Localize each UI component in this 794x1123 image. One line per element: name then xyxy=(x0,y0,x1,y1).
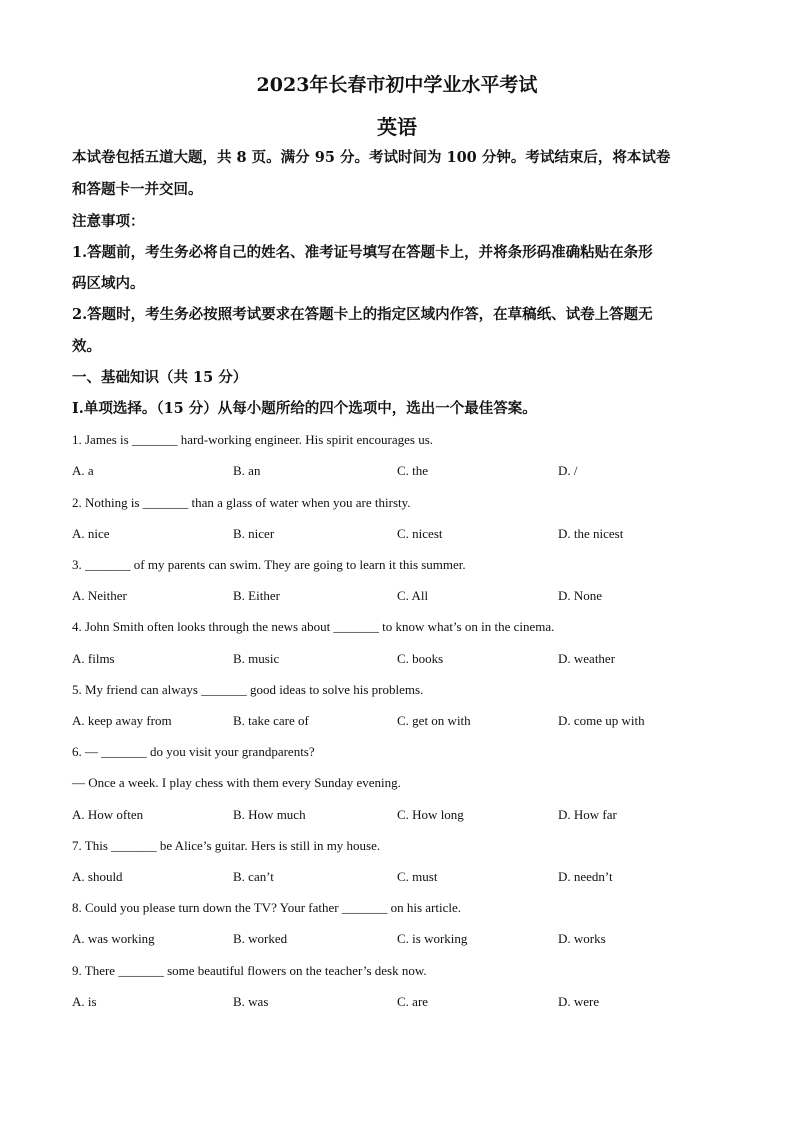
question-options xyxy=(72,868,722,886)
part-1-title: 一、基础知识（共 15 分） xyxy=(72,369,248,386)
question-stem: 7. This _______ be Alice’s guitar. Hers is still in my house. xyxy=(72,838,381,853)
exam-title: 2023年长春市初中学业水平考试 xyxy=(256,74,538,96)
question-stem: 2. Nothing is _______ than a glass of water when you are thirsty. xyxy=(72,495,411,510)
option-a[interactable]: A. nice xyxy=(72,526,110,541)
option-c[interactable]: C. All xyxy=(397,588,429,603)
option-c[interactable]: C. nicest xyxy=(397,526,443,541)
option-b[interactable]: B. How much xyxy=(233,807,306,822)
question-stem: 6. — _______ do you visit your grandparents? xyxy=(72,744,315,759)
question-options xyxy=(72,650,722,668)
option-d[interactable]: D. come up with xyxy=(558,713,645,728)
question-stem: 3. _______ of my parents can swim. They are going to learn it this summer. xyxy=(72,557,466,572)
question-options xyxy=(72,587,722,605)
notice-1-line-1: 1.答题前，考生务必将自己的姓名、准考证号填写在答题卡上，并将条形码准确粘贴在条形 xyxy=(72,244,653,261)
question-response: — Once a week. I play chess with them every Sunday evening. xyxy=(72,775,401,790)
option-a[interactable]: A. a xyxy=(72,463,94,478)
option-d[interactable]: D. None xyxy=(558,588,603,603)
exam-subject: 英语 xyxy=(377,115,417,139)
option-b[interactable]: B. Either xyxy=(233,588,280,603)
option-a[interactable]: A. is xyxy=(72,994,97,1009)
notice-2-line-2: 效。 xyxy=(72,338,101,355)
option-c[interactable]: C. get on with xyxy=(397,713,471,728)
option-b[interactable]: B. worked xyxy=(233,931,288,946)
option-a[interactable]: A. keep away from xyxy=(72,713,172,728)
option-b[interactable]: B. take care of xyxy=(233,713,309,728)
option-b[interactable]: B. music xyxy=(233,651,280,666)
question-stem: 9. There _______ some beautiful flowers on the teacher’s desk now. xyxy=(72,963,427,978)
option-a[interactable]: A. films xyxy=(72,651,115,666)
option-c[interactable]: C. books xyxy=(397,651,444,666)
option-d[interactable]: D. the nicest xyxy=(558,526,624,541)
option-d[interactable]: D. needn’t xyxy=(558,869,613,884)
notice-1-line-2: 码区域内。 xyxy=(72,275,145,292)
option-a[interactable]: A. should xyxy=(72,869,123,884)
question-stem: 4. John Smith often looks through the news about _______ to know what’s on in the cinema. xyxy=(72,619,555,634)
option-c[interactable]: C. is working xyxy=(397,931,468,946)
option-a[interactable]: A. How often xyxy=(72,807,144,822)
question-options xyxy=(72,930,722,948)
option-d[interactable]: D. were xyxy=(558,994,600,1009)
option-d[interactable]: D. weather xyxy=(558,651,616,666)
notice-2-line-1: 2.答题时，考生务必按照考试要求在答题卡上的指定区域内作答，在草稿纸、试卷上答题无 xyxy=(72,306,653,323)
intro-line-1: 本试卷包括五道大题，共 8 页。满分 95 分。考试时间为 100 分钟。考试结束后，将本试卷 xyxy=(72,149,671,166)
question-stem: 1. James is _______ hard-working engineer. His spirit encourages us. xyxy=(72,432,434,447)
question-options xyxy=(72,462,722,480)
question-options xyxy=(72,806,722,824)
question-options xyxy=(72,993,722,1011)
option-b[interactable]: B. nicer xyxy=(233,526,275,541)
option-d[interactable]: D. works xyxy=(558,931,606,946)
option-c[interactable]: C. must xyxy=(397,869,438,884)
question-stem: 5. My friend can always _______ good ideas to solve his problems. xyxy=(72,682,424,697)
section-1-title: I.单项选择。（15 分）从每小题所给的四个选项中，选出一个最佳答案。 xyxy=(72,400,537,417)
option-c[interactable]: C. are xyxy=(397,994,429,1009)
option-b[interactable]: B. can’t xyxy=(233,869,274,884)
option-d[interactable]: D. How far xyxy=(558,807,617,822)
question-options xyxy=(72,712,722,730)
option-a[interactable]: A. was working xyxy=(72,931,155,946)
intro-line-2: 和答题卡一并交回。 xyxy=(72,181,203,198)
option-c[interactable]: C. How long xyxy=(397,807,464,822)
notice-title: 注意事项： xyxy=(72,213,145,230)
option-b[interactable]: B. an xyxy=(233,463,261,478)
option-c[interactable]: C. the xyxy=(397,463,429,478)
option-a[interactable]: A. Neither xyxy=(72,588,127,603)
option-b[interactable]: B. was xyxy=(233,994,269,1009)
question-stem: 8. Could you please turn down the TV? Your father _______ on his article. xyxy=(72,900,461,915)
option-d[interactable]: D. / xyxy=(558,463,578,478)
question-options xyxy=(72,525,722,543)
